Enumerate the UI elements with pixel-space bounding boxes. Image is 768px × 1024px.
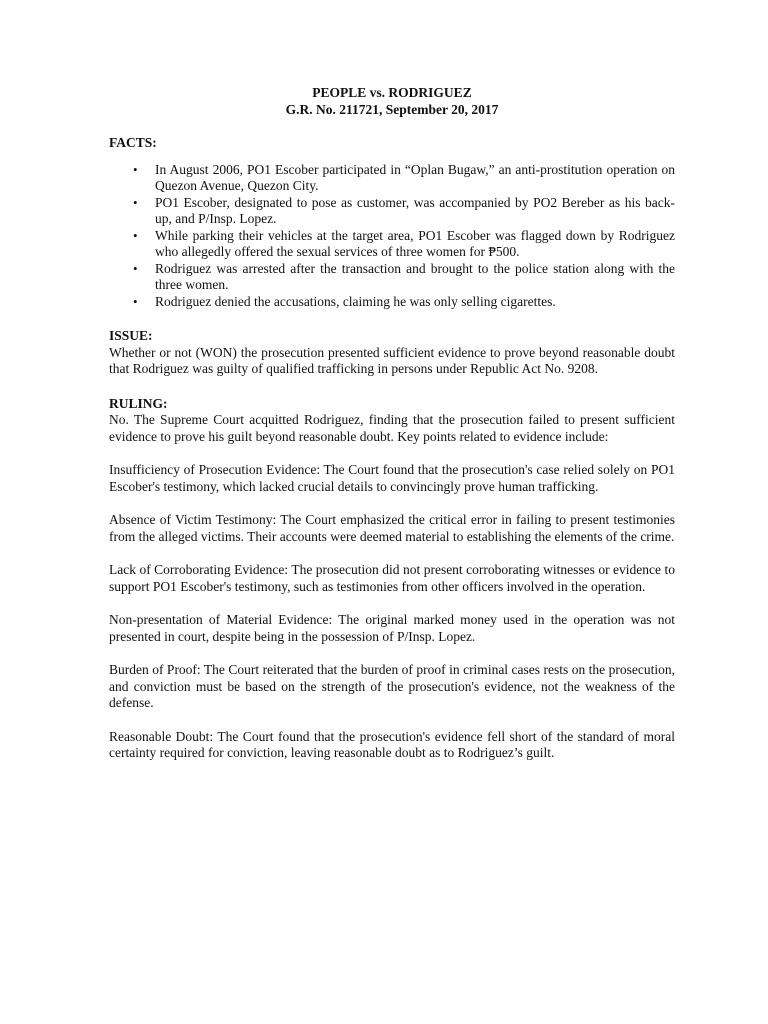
ruling-point-burden-of-proof: Burden of Proof: The Court reiterated that the burden of proof in criminal cases rests on the prosecution, and conviction must be based on the strength of the prosecution's evidence, not the weakness of the defense. [109, 662, 675, 710]
facts-item: • While parking their vehicles at the target area, PO1 Escober was flagged down by Rodriguez who allegedly offered the sexual services of three women for ₱500. [155, 228, 675, 261]
facts-heading: FACTS: [109, 135, 157, 150]
ruling-point-insufficiency: Insufficiency of Prosecution Evidence: The Court found that the prosecution's case relied solely on PO1 Escober's testimony, which lacked crucial details to convincingly prove human trafficking. [109, 462, 675, 494]
ruling-intro: No. The Supreme Court acquitted Rodriguez, finding that the prosecution failed to present sufficient evidence to prove his guilt beyond reasonable doubt. Key points related to evidence include: [109, 412, 675, 444]
ruling-point-victim-testimony: Absence of Victim Testimony: The Court emphasized the critical error in failing to present testimonies from the alleged victims. Their accounts were deemed material to establishing the elements of the crime. [109, 512, 675, 544]
facts-list [109, 162, 675, 311]
facts-item: • Rodriguez was arrested after the transaction and brought to the police station along with the three women. [155, 261, 675, 294]
issue-heading: ISSUE: [109, 328, 153, 343]
ruling-point-material-evidence: Non-presentation of Material Evidence: The original marked money used in the operation was not presented in court, despite being in the possession of P/Insp. Lopez. [109, 612, 675, 644]
ruling-heading: RULING: [109, 395, 168, 411]
case-title: PEOPLE vs. RODRIGUEZ [312, 85, 472, 100]
ruling-point-reasonable-doubt: Reasonable Doubt: The Court found that the prosecution's evidence fell short of the standard of moral certainty required for conviction, leaving reasonable doubt as to Rodriguez’s guilt. [109, 728, 675, 760]
facts-item: • In August 2006, PO1 Escober participated in “Oplan Bugaw,” an anti-prostitution operation on Quezon Avenue, Quezon City. [155, 162, 675, 195]
ruling-point-corroborating-evidence: Lack of Corroborating Evidence: The prosecution did not present corroborating witnesses or evidence to support PO1 Escober's testimony, such as testimonies from other officers involved in the operation. [109, 562, 675, 594]
case-citation: G.R. No. 211721, September 20, 2017 [285, 102, 499, 117]
issue-text: Whether or not (WON) the prosecution presented sufficient evidence to prove beyond reasonable doubt that Rodriguez was guilty of qualified trafficking in persons under Republic Act No. 9208. [109, 344, 675, 376]
facts-item: • Rodriguez denied the accusations, claiming he was only selling cigarettes. [155, 294, 675, 311]
facts-item: • PO1 Escober, designated to pose as customer, was accompanied by PO2 Bereber as his back-up, and P/Insp. Lopez. [155, 195, 675, 228]
